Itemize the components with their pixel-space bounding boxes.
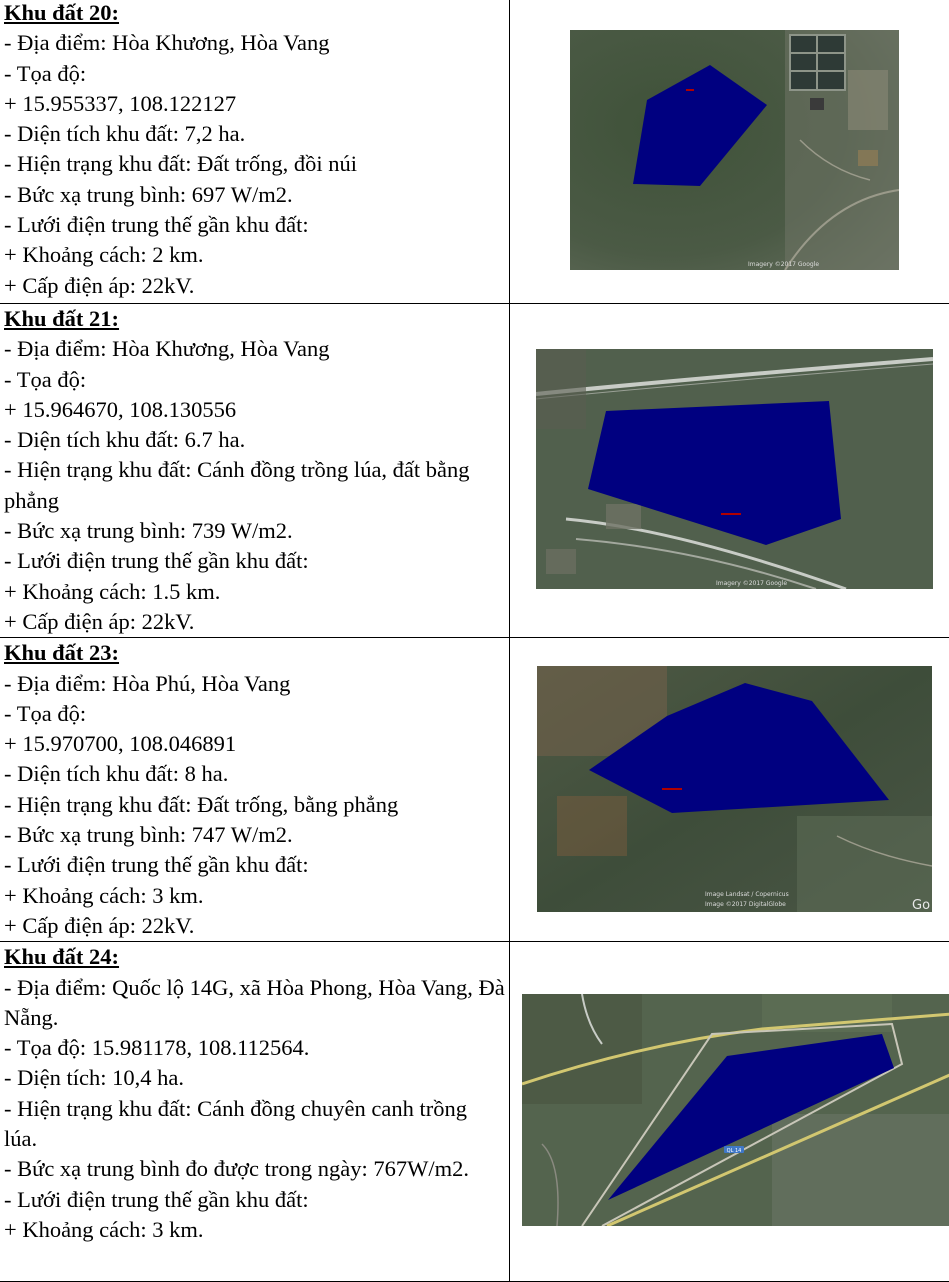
site-grid-distance: + Khoảng cách: 3 km. [4, 1215, 505, 1245]
site-title: Khu đất 23: [4, 638, 505, 668]
site-row-20 [0, 0, 949, 304]
site-grid-label: - Lưới điện trung thế gần khu đất: [4, 850, 505, 880]
site-coordinates: + 15.955337, 108.122127 [4, 89, 505, 119]
site-marker [662, 788, 682, 790]
satellite-map-24 [522, 994, 949, 1226]
site-location: - Địa điểm: Hòa Khương, Hòa Vang [4, 334, 505, 364]
site-coordinates: - Tọa độ: 15.981178, 108.112564. [4, 1033, 505, 1063]
site-marker [721, 513, 741, 515]
site-location: - Địa điểm: Hòa Khương, Hòa Vang [4, 28, 505, 58]
site-info-23 [0, 638, 510, 942]
site-grid-label: - Lưới điện trung thế gần khu đất: [4, 210, 505, 240]
site-grid-voltage: + Cấp điện áp: 22kV. [4, 271, 505, 301]
site-coord-label: - Tọa độ: [4, 699, 505, 729]
site-title: Khu đất 20: [4, 0, 505, 28]
site-area: - Diện tích khu đất: 8 ha. [4, 759, 505, 789]
site-condition: - Hiện trạng khu đất: Cánh đồng chuyên canh trồng lúa. [4, 1094, 505, 1155]
site-grid-label: - Lưới điện trung thế gần khu đất: [4, 1185, 505, 1215]
site-map-cell-24 [510, 942, 949, 1282]
site-coordinates: + 15.970700, 108.046891 [4, 729, 505, 759]
site-coordinates: + 15.964670, 108.130556 [4, 395, 505, 425]
svg-text:Imagery ©2017 Google: Imagery ©2017 Google [716, 580, 787, 587]
site-row-23 [0, 638, 949, 942]
site-radiation: - Bức xạ trung bình: 697 W/m2. [4, 180, 505, 210]
site-info-21 [0, 304, 510, 638]
site-grid-voltage: + Cấp điện áp: 22kV. [4, 607, 505, 637]
site-marker [686, 89, 694, 91]
site-info-24 [0, 942, 510, 1282]
site-coord-label: - Tọa độ: [4, 365, 505, 395]
google-watermark: Go [912, 898, 930, 912]
satellite-map-23 [537, 666, 932, 912]
site-radiation: - Bức xạ trung bình: 747 W/m2. [4, 820, 505, 850]
road-label: QL 14 [727, 1148, 742, 1154]
site-grid-distance: + Khoảng cách: 1.5 km. [4, 577, 505, 607]
site-condition: - Hiện trạng khu đất: Đất trống, đồi núi [4, 149, 505, 179]
site-map-cell-20 [510, 0, 949, 304]
site-row-21 [0, 304, 949, 638]
site-location: - Địa điểm: Hòa Phú, Hòa Vang [4, 669, 505, 699]
site-condition: - Hiện trạng khu đất: Cánh đồng trồng lúa, đất bằng phẳng [4, 455, 505, 516]
site-area: - Diện tích khu đất: 6.7 ha. [4, 425, 505, 455]
site-condition: - Hiện trạng khu đất: Đất trống, bằng phẳng [4, 790, 505, 820]
site-grid-voltage: + Cấp điện áp: 22kV. [4, 911, 505, 941]
site-map-cell-23 [510, 638, 949, 942]
satellite-map-21 [536, 349, 933, 589]
site-coord-label: - Tọa độ: [4, 59, 505, 89]
site-row-24 [0, 942, 949, 1282]
site-grid-distance: + Khoảng cách: 2 km. [4, 240, 505, 270]
satellite-map-20 [570, 30, 899, 270]
site-grid-distance: + Khoảng cách: 3 km. [4, 881, 505, 911]
site-location: - Địa điểm: Quốc lộ 14G, xã Hòa Phong, Hòa Vang, Đà Nẵng. [4, 973, 505, 1034]
site-grid-label: - Lưới điện trung thế gần khu đất: [4, 546, 505, 576]
site-info-20 [0, 0, 510, 304]
site-title: Khu đất 21: [4, 304, 505, 334]
site-radiation: - Bức xạ trung bình: 739 W/m2. [4, 516, 505, 546]
site-map-cell-21 [510, 304, 949, 638]
svg-text:Image Landsat / Copernicus: Image Landsat / Copernicus [705, 891, 789, 898]
site-title: Khu đất 24: [4, 942, 505, 972]
site-radiation: - Bức xạ trung bình đo được trong ngày: 767W/m2. [4, 1154, 505, 1184]
site-area: - Diện tích khu đất: 7,2 ha. [4, 119, 505, 149]
svg-text:Imagery ©2017 Google: Imagery ©2017 Google [748, 261, 819, 268]
site-area: - Diện tích: 10,4 ha. [4, 1063, 505, 1093]
svg-text:Image ©2017 DigitalGlobe: Image ©2017 DigitalGlobe [705, 901, 786, 908]
